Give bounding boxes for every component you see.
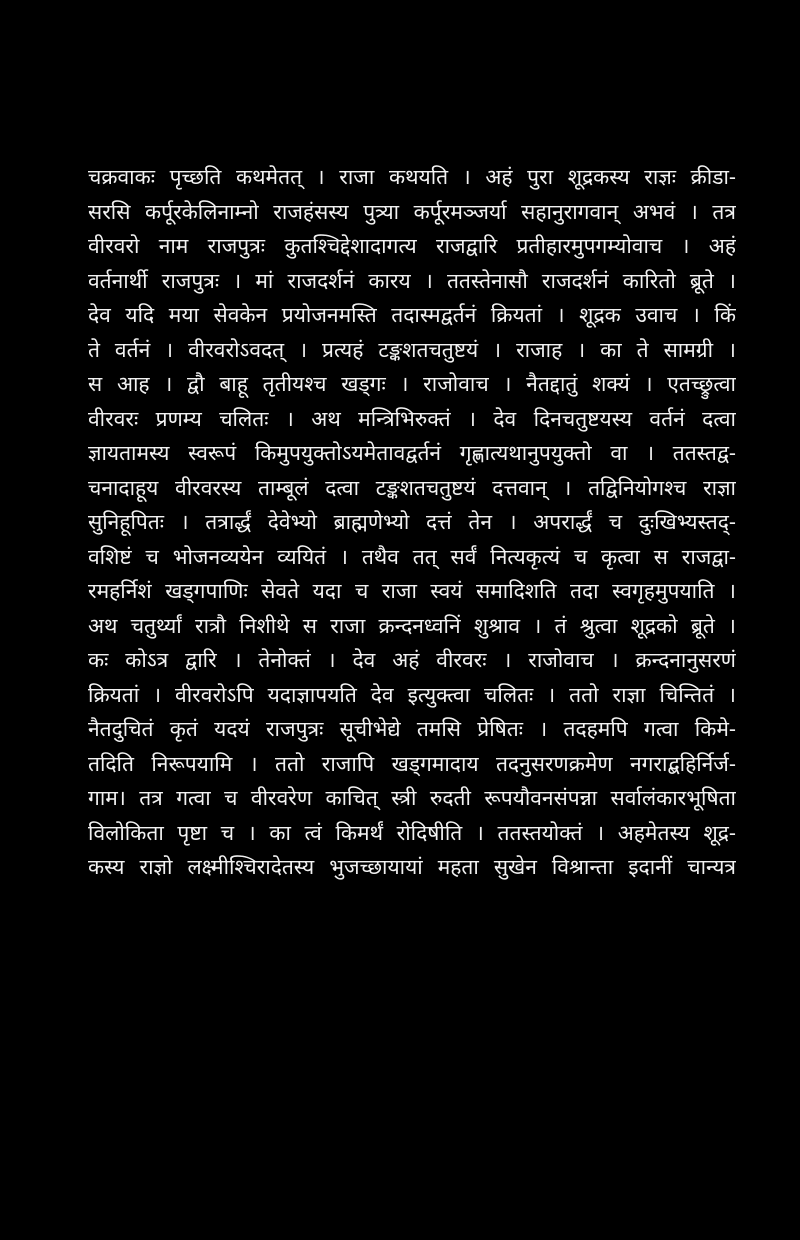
text-line-19: गाम। तत्र गत्वा च वीरवरेण काचित् स्त्री रुदती रूपयौवनसंपन्ना सर्वालंकारभूषिता <box>88 786 736 810</box>
text-line-16: क्रियतां । वीरवरोऽपि यदाज्ञापयति देव इत्युक्त्वा चलितः । ततो राज्ञा चिन्तितं । <box>88 682 736 707</box>
text-line-9: ज्ञायतामस्य स्वरूपं किमुपयुक्तोऽयमेतावद्वर्तनं गृह्णात्यथानुपयुक्तो वा । ततस्तद्व- <box>88 441 736 465</box>
text-line-1: चक्रवाकः पृच्छति कथमेतत् । राजा कथयति । अहं पुरा शूद्रकस्य राज्ञः क्रीडा- <box>88 165 736 189</box>
text-line-21: कस्य राज्ञो लक्ष्मीश्चिरादेतस्य भुजच्छायायां महता सुखेन विश्रान्ता इदानीं चान्यत्र <box>88 855 736 879</box>
text-line-20: विलोकिता पृष्टा च । का त्वं किमर्थं रोदिषीति । ततस्तयोक्तं । अहमेतस्य शूद्र- <box>88 820 736 845</box>
text-line-15: कः कोऽत्र द्वारि । तेनोक्तं । देव अहं वीरवरः । राजोवाच । क्रन्दनानुसरणं <box>88 648 736 672</box>
text-line-3: वीरवरो नाम राजपुत्रः कुतश्चिद्देशादागत्य राजद्वारि प्रतीहारमुपगम्योवाच । अहं <box>88 234 736 258</box>
text-line-7: स आह । द्वौ बाहू तृतीयश्च खड्गः । राजोवाच । नैतद्दातुं शक्यं । एतच्छ्रुत्वा <box>88 372 736 396</box>
text-line-4: वर्तनार्थी राजपुत्रः । मां राजदर्शनं कारय । ततस्तेनासौ राजदर्शनं कारितो ब्रूते । <box>88 268 736 293</box>
text-line-8: वीरवरः प्रणम्य चलितः । अथ मन्त्रिभिरुक्तं । देव दिनचतुष्टयस्य वर्तनं दत्वा <box>88 406 736 431</box>
text-line-18: तदिति निरूपयामि । ततो राजापि खड्गमादाय तदनुसरणक्रमेण नगराद्बहिर्निर्ज- <box>88 751 736 776</box>
text-line-6: ते वर्तनं । वीरवरोऽवदत् । प्रत्यहं टङ्कशतचतुष्टयं । राजाह । का ते सामग्री । <box>88 337 736 362</box>
text-line-12: वशिष्टं च भोजनव्ययेन व्ययितं । तथैव तत् सर्वं नित्यकृत्यं च कृत्वा स राजद्वा- <box>88 544 736 569</box>
text-page <box>88 160 736 1020</box>
text-line-13: रमहर्निशं खड्गपाणिः सेवते यदा च राजा स्वयं समादिशति तदा स्वगृहमुपयाति । <box>88 579 736 603</box>
text-line-11: सुनिहूपितः । तत्रार्द्धं देवेभ्यो ब्राह्मणेभ्यो दत्तं तेन । अपरार्द्धं च दुःखिभ्यस्तद्- <box>88 510 736 534</box>
text-line-2: सरसि कर्पूरकेलिनाम्नो राजहंसस्य पुत्र्या कर्पूरमञ्जर्या सहानुरागवान् अभवं । तत्र <box>88 199 736 224</box>
text-line-14: अथ चतुर्थ्यां रात्रौ निशीथे स राजा क्रन्दनध्वनिं शुश्राव । तं श्रुत्वा शूद्रको ब्रूते । <box>88 613 736 638</box>
text-line-10: चनादाहूय वीरवरस्य ताम्बूलं दत्वा टङ्कशतचतुष्टयं दत्तवान् । तद्विनियोगश्च राज्ञा <box>88 475 736 500</box>
text-line-17: नैतदुचितं कृतं यदयं राजपुत्रः सूचीभेद्ये तमसि प्रेषितः । तदहमपि गत्वा किमे- <box>88 717 736 741</box>
text-line-5: देव यदि मया सेवकेन प्रयोजनमस्ति तदास्मद्वर्तनं क्रियतां । शूद्रक उवाच । किं <box>88 303 736 327</box>
